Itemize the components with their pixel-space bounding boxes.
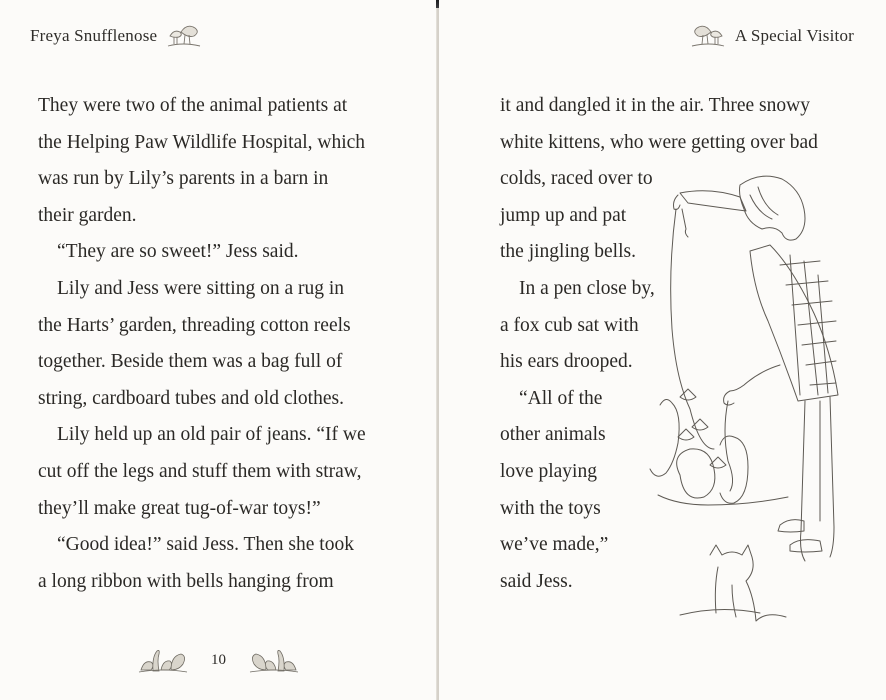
text-line: the Harts’ garden, threading cotton reels bbox=[38, 314, 351, 336]
text-line: the jingling bells. bbox=[500, 241, 636, 263]
text-line: with the toys bbox=[500, 497, 601, 519]
text-line: Lily held up an old pair of jeans. “If we bbox=[57, 424, 366, 446]
left-running-head-title: Freya Snufflenose bbox=[30, 26, 158, 45]
text-line: In a pen close by, bbox=[519, 277, 655, 299]
text-line: They were two of the animal patients at bbox=[38, 95, 348, 116]
mushroom-ornament-icon bbox=[689, 22, 727, 50]
text-line: love playing bbox=[500, 460, 597, 482]
text-line: said Jess. bbox=[500, 570, 573, 592]
text-line: was run by Lily’s parents in a barn in bbox=[38, 168, 329, 190]
text-line: other animals bbox=[500, 424, 606, 446]
text-line: white kittens, who were getting over bad bbox=[500, 131, 818, 153]
right-running-head-title: A Special Visitor bbox=[734, 26, 854, 45]
text-line: cut off the legs and stuff them with straw, bbox=[38, 460, 362, 482]
text-line: string, cardboard tubes and old clothes. bbox=[38, 387, 344, 409]
leaf-flourish-left-icon bbox=[137, 644, 189, 676]
text-line: their garden. bbox=[38, 204, 137, 226]
girl-dangling-ribbon-with-kittens-illustration bbox=[640, 165, 886, 635]
text-line: Lily and Jess were sitting on a rug in bbox=[57, 277, 345, 299]
text-line: colds, raced over to bbox=[500, 168, 653, 190]
left-page-body bbox=[38, 88, 418, 600]
text-line: “Good idea!” said Jess. Then she took bbox=[57, 534, 354, 556]
text-line: a fox cub sat with bbox=[500, 314, 639, 336]
text-line: they’ll make great tug-of-war toys!” bbox=[38, 497, 321, 519]
text-line: jump up and pat bbox=[500, 204, 627, 226]
page-footer bbox=[0, 644, 437, 676]
text-line: his ears drooped. bbox=[500, 351, 633, 373]
left-page bbox=[0, 0, 437, 700]
page-number: 10 bbox=[211, 651, 226, 668]
right-running-head bbox=[689, 22, 854, 50]
left-running-head bbox=[30, 22, 203, 50]
text-line: it and dangled it in the air. Three snowy bbox=[500, 95, 810, 116]
text-line: a long ribbon with bells hanging from bbox=[38, 570, 334, 592]
text-line: together. Beside them was a bag full of bbox=[38, 351, 343, 373]
leaf-flourish-right-icon bbox=[248, 644, 300, 676]
mushroom-ornament-icon bbox=[165, 22, 203, 50]
text-line: “They are so sweet!” Jess said. bbox=[57, 241, 299, 263]
text-line: “All of the bbox=[519, 387, 603, 409]
text-line: we’ve made,” bbox=[500, 534, 609, 556]
text-line: the Helping Paw Wildlife Hospital, which bbox=[38, 131, 366, 153]
